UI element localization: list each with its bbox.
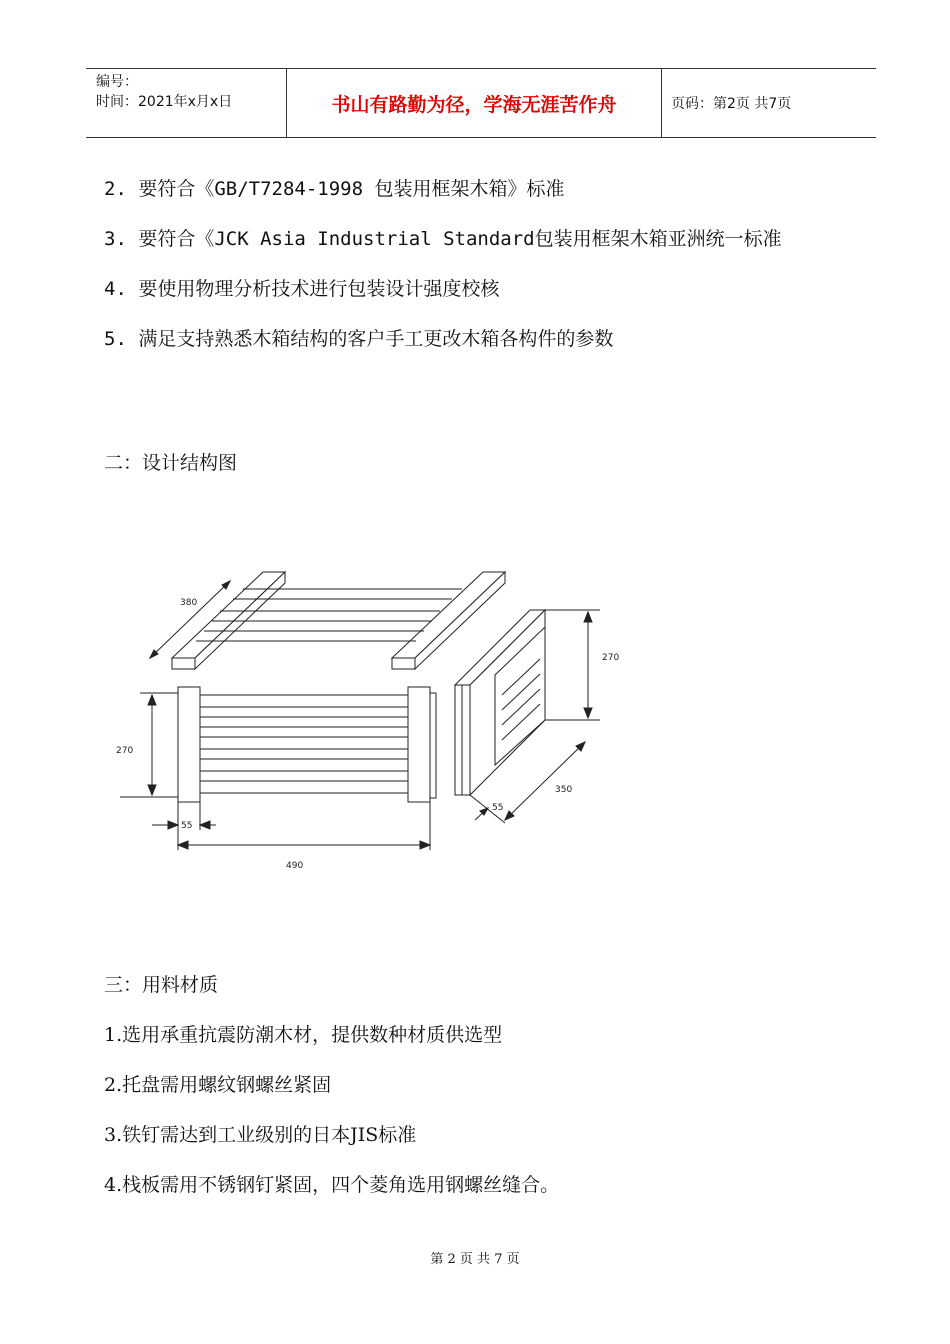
dim-side-height: 270 [602, 653, 620, 663]
requirement-item: 4. 要使用物理分析技术进行包装设计强度校核 [104, 278, 500, 300]
page-footer: 第 2 页 共 7 页 [430, 1252, 520, 1267]
doc-number-label: 编号： [96, 74, 138, 90]
dim-front-length: 490 [286, 861, 304, 871]
dim-side-length: 350 [555, 785, 573, 795]
header-meta [86, 69, 286, 137]
dim-front-height: 270 [116, 746, 134, 756]
dim-post-width: 55 [181, 821, 193, 831]
material-item: 1.选用承重抗震防潮木材，提供数种材质供选型 [104, 1024, 503, 1046]
requirement-item: 3. 要符合《JCK Asia Industrial Standard包装用框架木箱亚洲统一标准 [104, 228, 782, 250]
header-page-label: 页码：第2页 共7页 [671, 96, 792, 112]
material-item: 2.托盘需用螺纹钢螺丝紧固 [104, 1074, 332, 1096]
dim-lid-length: 380 [180, 598, 198, 608]
doc-time-label: 时间：2021年x月x日 [96, 94, 233, 110]
material-item: 4.栈板需用不锈钢钉紧固，四个菱角选用钢螺丝缝合。 [104, 1174, 560, 1196]
front-panel [178, 687, 436, 802]
requirement-item: 5. 满足支持熟悉木箱结构的客户手工更改木箱各构件的参数 [104, 328, 614, 350]
crate-structure-diagram [100, 555, 660, 895]
section2-title: 二：设计结构图 [104, 452, 238, 474]
header-motto: 书山有路勤为径，学海无涯苦作舟 [286, 69, 662, 137]
dim-side-depth: 55 [492, 803, 504, 813]
lid-frame [172, 572, 505, 669]
requirement-item: 2. 要符合《GB/T7284-1998 包装用框架木箱》标准 [104, 178, 565, 200]
side-panel [455, 610, 545, 795]
section3-title: 三：用料材质 [104, 974, 219, 996]
page-header [86, 68, 876, 138]
material-item: 3.铁钉需达到工业级别的日本JIS标准 [104, 1124, 417, 1146]
